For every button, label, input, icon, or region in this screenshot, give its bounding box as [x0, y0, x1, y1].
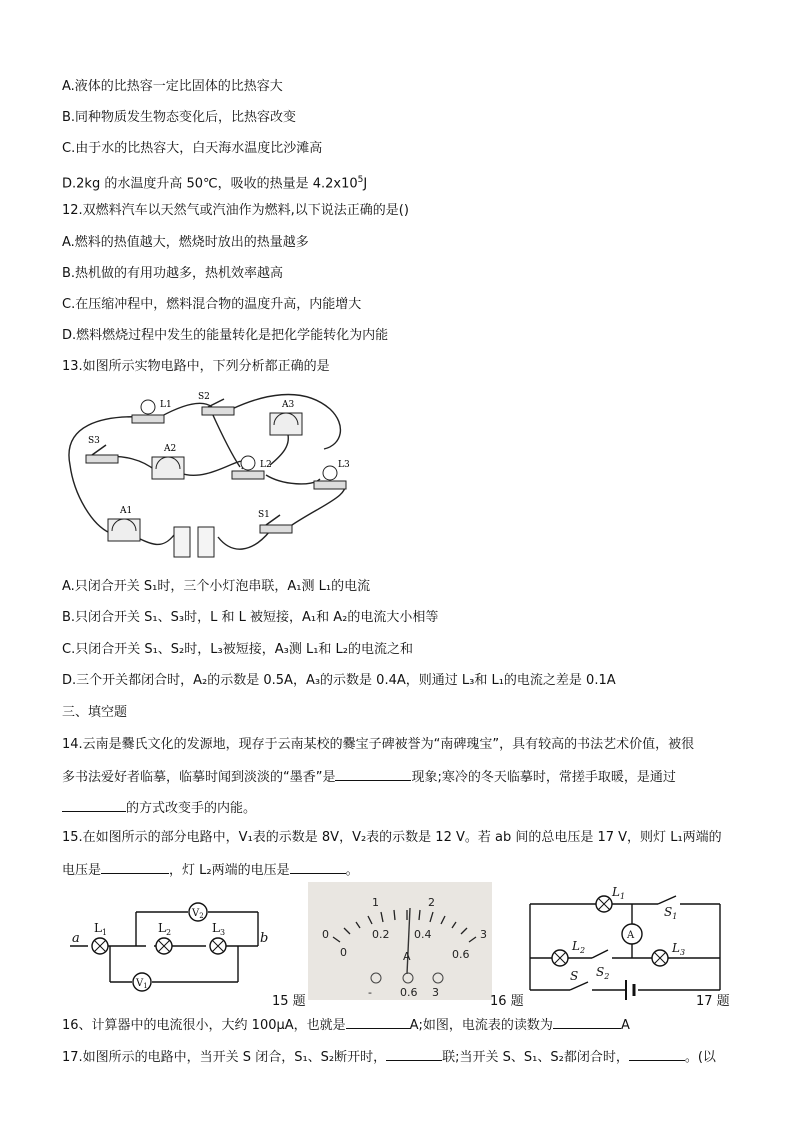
- terminal-post: [403, 973, 413, 983]
- label-s1: S1: [258, 510, 270, 520]
- dial-bottom-04: 0.4: [414, 928, 432, 941]
- label-l1: [94, 921, 107, 937]
- dial-terminal-06: 0.6: [400, 986, 418, 999]
- label-a3: A3: [282, 400, 295, 410]
- dial-top-2: 2: [428, 896, 435, 909]
- q12-option-b: B.热机做的有用功越多，热机效率越高: [62, 266, 284, 281]
- dial-unit: A: [403, 950, 411, 963]
- q13-stem: 13.如图所示实物电路中，下列分析都正确的是: [62, 359, 330, 374]
- label-s1-letter: S: [664, 905, 673, 919]
- label-v2-letter: V: [192, 908, 200, 919]
- label-v1-letter: V: [136, 978, 144, 989]
- lamp-l1: [92, 938, 108, 954]
- q11-option-c: C.由于水的比热容大，白天海水温度比沙滩高: [62, 141, 323, 156]
- label-l2: [158, 921, 171, 937]
- label-l2-letter: L: [572, 939, 580, 953]
- q15-blank-1[interactable]: [101, 859, 169, 874]
- ammeter-dial: [308, 882, 492, 1000]
- dial-top-1: 1: [372, 896, 379, 909]
- terminal-post: [433, 973, 443, 983]
- label-l2: [571, 939, 585, 955]
- ammeter-a1: [108, 519, 140, 541]
- label-l2-letter: L: [158, 921, 166, 935]
- label-ammeter: A: [627, 930, 635, 941]
- label-s2: [596, 965, 609, 981]
- label-l3: [671, 941, 685, 957]
- q16-text-a: 16、计算器中的电流很小，大约 100μA，也就是: [62, 1018, 346, 1033]
- label-l3-letter: L: [212, 921, 220, 935]
- label-l3-letter: L: [672, 941, 680, 955]
- q13-option-a: A.只闭合开关 S₁时，三个小灯泡串联，A₁测 L₁的电流: [62, 579, 371, 594]
- q13-option-c: C.只闭合开关 S₁、S₂时，L₃被短接，A₃测 L₁和 L₂的电流之和: [62, 642, 414, 657]
- terminal-b: b: [260, 931, 269, 946]
- label-s2: S2: [198, 392, 210, 402]
- label-l3-sub: 3: [679, 948, 686, 957]
- q11-option-a: A.液体的比热容一定比固体的比热容大: [62, 79, 283, 94]
- q17-text-a: 17.如图所示的电路中，当开关 S 闭合，S₁、S₂断开时，: [62, 1050, 387, 1065]
- q13-option-b: B.只闭合开关 S₁、S₃时，L 和 L 被短接，A₁和 A₂的电流大小相等: [62, 610, 439, 625]
- q12-option-d: D.燃料燃烧过程中发生的能量转化是把化学能转化为内能: [62, 328, 389, 343]
- q14-text-c: 的方式改变手的内能。: [126, 801, 257, 816]
- dial-terminal-3: 3: [432, 986, 439, 999]
- q17-line: [62, 1046, 716, 1068]
- dial-bottom-02: 0.2: [372, 928, 390, 941]
- label-s1: [664, 905, 677, 921]
- label-l1-sub: 1: [619, 892, 626, 901]
- label-l1: [611, 885, 625, 901]
- caption-15: 15 题: [272, 994, 306, 1009]
- q16-blank-2[interactable]: [553, 1014, 621, 1029]
- q17-text-b: 联;当开关 S、S₁、S₂都闭合时，: [442, 1050, 629, 1065]
- q17-circuit-figure: [520, 882, 730, 1000]
- q16-text-b: A;如图，电流表的读数为: [409, 1018, 553, 1033]
- caption-16: 16 题: [490, 994, 524, 1009]
- terminal-post: [371, 973, 381, 983]
- dial-top-zero: 0: [322, 928, 329, 941]
- ammeter-a3: [270, 413, 302, 435]
- q12-stem: 12.双燃料汽车以天然气或汽油作为燃料,以下说法正确的是(): [62, 203, 409, 218]
- q17-text-c: 。(以: [684, 1050, 716, 1065]
- q15-line-1: 15.在如图所示的部分电路中，V₁表的示数是 8V，V₂表的示数是 12 V。若 ab 间的总电压是 17 V，则灯 L₁两端的: [62, 830, 722, 845]
- dial-bottom-0: 0: [340, 946, 347, 959]
- label-l1-letter: L: [94, 921, 102, 935]
- dial-terminal-minus: -: [368, 986, 372, 999]
- lamp-l3: [210, 938, 226, 954]
- q14-blank-2[interactable]: [62, 797, 126, 812]
- q17-blank-1[interactable]: [386, 1046, 442, 1061]
- label-l3: [212, 921, 225, 937]
- q17-blank-2[interactable]: [629, 1046, 685, 1061]
- label-s1-sub: 1: [672, 912, 678, 921]
- q14-text-b: 现象;寒冷的冬天临摹时，常搓手取暖，是通过: [411, 770, 676, 785]
- q13-option-d: D.三个开关都闭合时，A₂的示数是 0.5A，A₃的示数是 0.4A，则通过 L₃和 L₁的电流之差是 0.1A: [62, 673, 616, 688]
- q16-line: [62, 1014, 630, 1036]
- ammeter-a2: [152, 457, 184, 479]
- label-l1-letter: L: [612, 885, 620, 899]
- lamp-l3: [652, 950, 668, 966]
- label-l3-sub: 3: [219, 928, 226, 937]
- label-s3: S3: [88, 436, 100, 446]
- q11-option-b: B.同种物质发生物态变化后，比热容改变: [62, 110, 297, 125]
- terminal-a: a: [72, 931, 80, 946]
- lamp-l1: [596, 896, 612, 912]
- dial-top-3: 3: [480, 928, 487, 941]
- q16-text-c: A: [620, 1018, 630, 1033]
- q14-text-a: 多书法爱好者临摹，临摹时闻到淡淡的“墨香”是: [62, 770, 336, 785]
- label-l1-sub: 1: [101, 928, 108, 937]
- q14-line-3: [62, 797, 256, 819]
- label-l1: L1: [160, 400, 172, 410]
- label-l2-sub: 2: [165, 928, 172, 937]
- q15-blank-2[interactable]: [290, 859, 346, 874]
- label-l2: L2: [260, 460, 272, 470]
- label-l3: L3: [338, 460, 350, 470]
- q11-d-unit: J: [363, 176, 368, 192]
- q15-line-2: [62, 859, 359, 881]
- label-v1-sub: 1: [143, 982, 148, 990]
- q11-d-exponent: 5: [357, 175, 364, 185]
- q16-blank-1[interactable]: [346, 1014, 410, 1029]
- q15-text-a: 电压是: [62, 863, 102, 878]
- label-v2-sub: 2: [199, 912, 204, 920]
- lamp-l2: [552, 950, 568, 966]
- caption-17: 17 题: [696, 994, 730, 1009]
- battery-pack: [174, 527, 214, 557]
- label-s: S: [570, 969, 579, 983]
- section-heading: 三、填空题: [62, 705, 128, 720]
- q12-option-a: A.燃料的热值越大，燃烧时放出的热量越多: [62, 235, 309, 250]
- label-s2-sub: 2: [604, 972, 610, 981]
- q14-line-2: [62, 766, 676, 788]
- q13-circuit-figure: [62, 385, 362, 565]
- switch-s3: [86, 445, 118, 463]
- q15-circuit-figure: [66, 890, 286, 1000]
- q14-line-1: 14.云南是爨氏文化的发源地，现存于云南某校的爨宝子碑被誉为“南碑瑰宝”，具有较高的书法艺术价值，被很: [62, 737, 695, 752]
- label-l2-sub: 2: [579, 946, 586, 955]
- q14-blank-1[interactable]: [335, 766, 411, 781]
- q11-option-d: [62, 170, 367, 194]
- q12-option-c: C.在压缩冲程中，燃料混合物的温度升高，内能增大: [62, 297, 362, 312]
- label-a1: A1: [120, 506, 133, 516]
- q11-d-text: D.2kg 的水温度升高 50℃，吸收的热量是 4.2x10: [62, 176, 358, 192]
- label-a2: A2: [164, 444, 177, 454]
- dial-bottom-06: 0.6: [452, 948, 470, 961]
- lamp-l2: [156, 938, 172, 954]
- q15-text-b: ，灯 L₂两端的电压是: [169, 863, 290, 878]
- label-s2-letter: S: [596, 965, 605, 979]
- q15-text-c: 。: [345, 863, 359, 878]
